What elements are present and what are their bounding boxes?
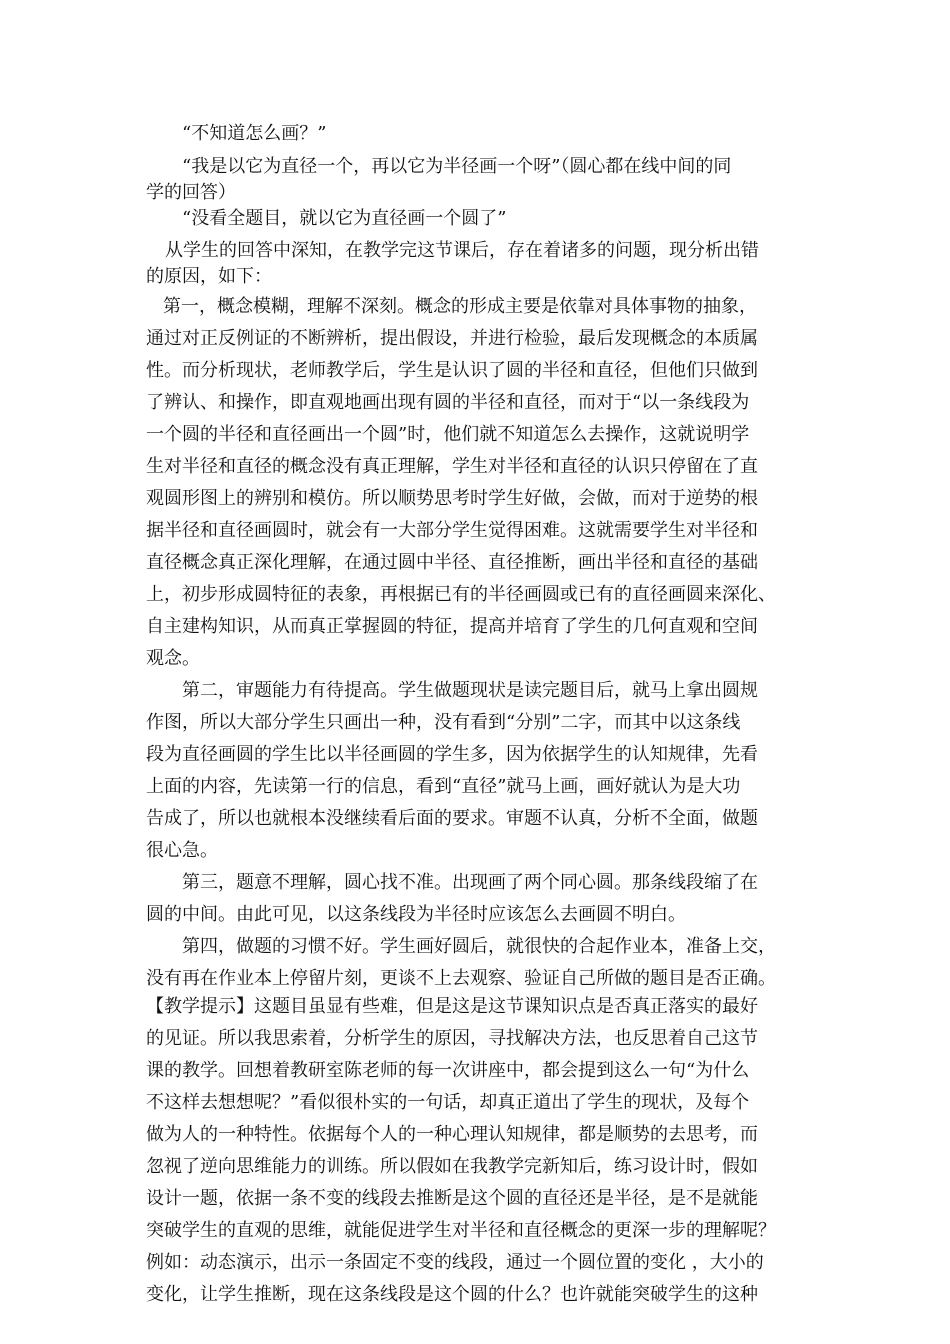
text-line: 很心急。 [146, 840, 218, 861]
text-line: 例如：动态演示，出示一条固定不变的线段，通过一个圆位置的变化 ，大小的 [146, 1252, 764, 1273]
text-line: 观圆形图上的辨别和模仿。所以顺势思考时学生好做，会做，而对于逆势的根 [146, 488, 758, 509]
text-line: 忽视了逆向思维能力的训练。所以假如在我教学完新知后，练习设计时，假如 [146, 1156, 758, 1177]
text-line: 第四，做题的习惯不好。学生画好圆后，就很快的合起作业本，准备上交， [182, 936, 776, 957]
text-line: 不这样去想想呢？”看似很朴实的一句话，却真正道出了学生的现状，及每个 [146, 1092, 750, 1113]
text-line: 自主建构知识，从而真正掌握圆的特征，提高并培育了学生的几何直观和空间 [146, 616, 758, 637]
text-line: 据半径和直径画圆时，就会有一大部分学生觉得困难。这就需要学生对半径和 [146, 520, 758, 541]
text-line: 课的教学。回想着教研室陈老师的每一次讲座中，都会提到这么一句“为什么 [146, 1060, 750, 1081]
text-line: 学的回答） [146, 182, 236, 203]
text-line: 上面的内容，先读第一行的信息，看到“直径”就马上画，画好就认为是大功 [146, 776, 741, 797]
text-line: 生对半径和直径的概念没有真正理解，学生对半径和直径的认识只停留在了直 [146, 456, 758, 477]
text-line: 段为直径画圆的学生比以半径画圆的学生多，因为依据学生的认知规律，先看 [146, 744, 758, 765]
text-line: 告成了，所以也就根本没继续看后面的要求。审题不认真，分析不全面，做题 [146, 808, 758, 829]
text-line: 上，初步形成圆特征的表象，再根据已有的半径画圆或已有的直径画圆来深化、 [146, 584, 776, 605]
text-line: 【教学提示】这题目虽显有些难，但是这是这节课知识点是否真正落实的最好 [146, 996, 758, 1017]
text-line: 第二，审题能力有待提高。学生做题现状是读完题目后，就马上拿出圆规 [182, 680, 758, 701]
text-line: “我是以它为直径一个，再以它为半径画一个呀”（圆心都在线中间的同 [182, 156, 732, 177]
text-line: 变化，让学生推断，现在这条线段是这个圆的什么？也许就能突破学生的这种 [146, 1284, 758, 1305]
text-line: 的原因，如下： [146, 266, 272, 287]
text-line: 通过对正反例证的不断辨析，提出假设，并进行检验，最后发现概念的本质属 [146, 328, 758, 349]
text-line: 性。而分析现状，老师教学后，学生是认识了圆的半径和直径，但他们只做到 [146, 360, 758, 381]
text-line: 第一，概念模糊，理解不深刻。概念的形成主要是依靠对具体事物的抽象， [163, 296, 757, 317]
text-line: 了辨认、和操作，即直观地画出现有圆的半径和直径，而对于“以一条线段为 [146, 392, 750, 413]
text-line: 没有再在作业本上停留片刻，更谈不上去观察、验证自己所做的题目是否正确。 [146, 968, 776, 989]
text-line: 设计一题，依据一条不变的线段去推断是这个圆的直径还是半径，是不是就能 [146, 1188, 758, 1209]
text-line: 突破学生的直观的思维，就能促进学生对半径和直径概念的更深一步的理解呢？ [146, 1220, 776, 1241]
text-line: 圆的中间。由此可见，以这条线段为半径时应该怎么去画圆不明白。 [146, 904, 686, 925]
text-line: 观念。 [146, 648, 200, 669]
text-line: 从学生的回答中深知，在教学完这节课后，存在着诸多的问题，现分析出错 [165, 240, 759, 261]
text-line: 做为人的一种特性。依据每个人的一种心理认知规律，都是顺势的去思考，而 [146, 1124, 758, 1145]
text-line: 一个圆的半径和直径画出一个圆”时，他们就不知道怎么去操作，这就说明学 [146, 424, 750, 445]
text-line: “没看全题目，就以它为直径画一个圆了” [182, 208, 507, 229]
text-line: 直径概念真正深化理解，在通过圆中半径、直径推断，画出半径和直径的基础 [146, 552, 758, 573]
text-line: 作图，所以大部分学生只画出一种，没有看到“分别”二字，而其中以这条线 [146, 712, 741, 733]
text-line: “不知道怎么画？” [182, 123, 327, 144]
text-line: 的见证。所以我思索着，分析学生的原因，寻找解决方法，也反思着自己这节 [146, 1028, 758, 1049]
text-line: 第三，题意不理解，圆心找不准。出现画了两个同心圆。那条线段缩了在 [182, 872, 758, 893]
